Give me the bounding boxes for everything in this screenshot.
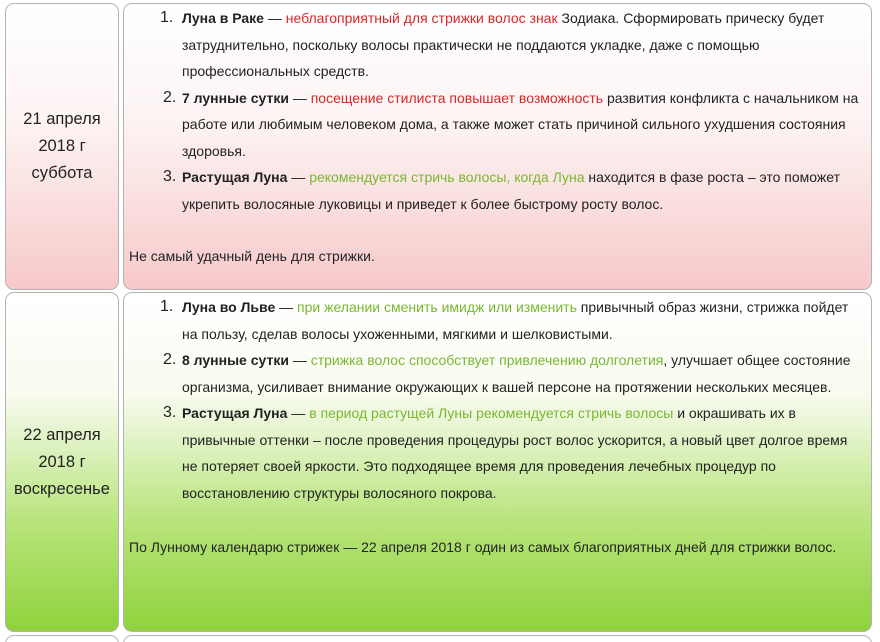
factor-list bbox=[124, 5, 871, 217]
item-dash: — bbox=[275, 299, 298, 315]
item-title: 7 лунные сутки bbox=[182, 89, 289, 106]
item-dash: — bbox=[287, 169, 310, 185]
item-number: 2. bbox=[163, 351, 177, 368]
item-title: Растущая Луна bbox=[182, 169, 288, 185]
item-text: привычный образ жизни, стрижка пойдет на пользу, сделав волосы ухоженными, мягкими и шелковистыми. bbox=[182, 299, 849, 342]
item-highlight: при желании сменить имидж или изменить bbox=[297, 299, 577, 315]
list-item bbox=[124, 5, 871, 85]
item-title: Луна в Раке bbox=[182, 10, 264, 26]
date-cell-april-21 bbox=[5, 3, 119, 290]
item-number: 3. bbox=[163, 404, 177, 421]
item-title: Луна во Льве bbox=[182, 299, 276, 315]
item-number: 2. bbox=[163, 88, 177, 106]
item-number: 1. bbox=[160, 9, 174, 26]
item-title: Растущая Луна bbox=[182, 405, 288, 421]
factor-list bbox=[124, 294, 871, 506]
item-highlight: рекомендуется стричь волосы, когда Луна bbox=[309, 169, 585, 185]
item-text: , улучшает общее состояние организма, усиливает внимание окружающих к вашей персоне на протяжении нескольких месяцев. bbox=[182, 352, 851, 395]
date-label bbox=[14, 422, 110, 503]
description-cell-april-22 bbox=[123, 292, 872, 632]
item-highlight: неблагоприятный для стрижки волос знак bbox=[285, 10, 558, 26]
list-item bbox=[124, 400, 871, 506]
description-cell-april-21 bbox=[123, 3, 872, 290]
date-year: 2018 г bbox=[38, 137, 86, 155]
date-day: 21 апреля bbox=[23, 110, 101, 128]
date-day: 22 апреля bbox=[23, 425, 101, 444]
date-cell-april-22 bbox=[5, 292, 119, 632]
item-highlight: в период растущей Луны рекомендуется стричь волосы bbox=[309, 405, 674, 421]
day-summary: По Лунному календарю стрижек — 22 апреля 2018 г один из самых благоприятных дней для стрижки волос. bbox=[129, 539, 837, 555]
date-year: 2018 г bbox=[38, 452, 86, 471]
item-dash: — bbox=[287, 405, 310, 421]
date-weekday: суббота bbox=[31, 164, 93, 182]
date-cell-next bbox=[5, 635, 119, 642]
day-summary: Не самый удачный день для стрижки. bbox=[129, 248, 375, 264]
description-cell-next bbox=[123, 635, 872, 642]
item-title: 8 лунные сутки bbox=[182, 352, 289, 368]
item-highlight: посещение стилиста повышает возможность bbox=[310, 89, 604, 106]
list-item bbox=[124, 164, 871, 217]
item-dash: — bbox=[263, 10, 286, 26]
item-dash: — bbox=[288, 352, 311, 368]
date-weekday: воскресенье bbox=[14, 479, 110, 498]
item-dash: — bbox=[288, 89, 311, 106]
list-item bbox=[124, 294, 871, 347]
item-text: Зодиака. Сформировать прическу будет затруднительно, поскольку волосы практически не поддаются укладке, даже с помощью профессиональных средств. bbox=[182, 10, 825, 79]
item-highlight: стрижка волос способствует привлечению долголетия bbox=[310, 352, 664, 368]
date-label bbox=[23, 106, 100, 187]
item-number: 1. bbox=[160, 298, 174, 315]
item-number: 3. bbox=[163, 168, 177, 185]
item-text: находится в фазе роста – это поможет укрепить волосяные луковицы и приведет к более быстрому росту волос. bbox=[182, 169, 841, 212]
item-text: и окрашивать их в привычные оттенки – после проведения процедуры рост волос ускорится, а новый цвет долгое время не потеряет своей яркости. Это подходящее время для проведения лечебных процедур по восстановлению структуры волосяного покрова. bbox=[182, 405, 848, 501]
item-text: развития конфликта с начальником на работе или любимым человеком дома, а также может стать причиной сильного ухудшения состояния здоровья. bbox=[182, 89, 859, 159]
list-item bbox=[124, 347, 871, 400]
list-item bbox=[124, 85, 871, 165]
